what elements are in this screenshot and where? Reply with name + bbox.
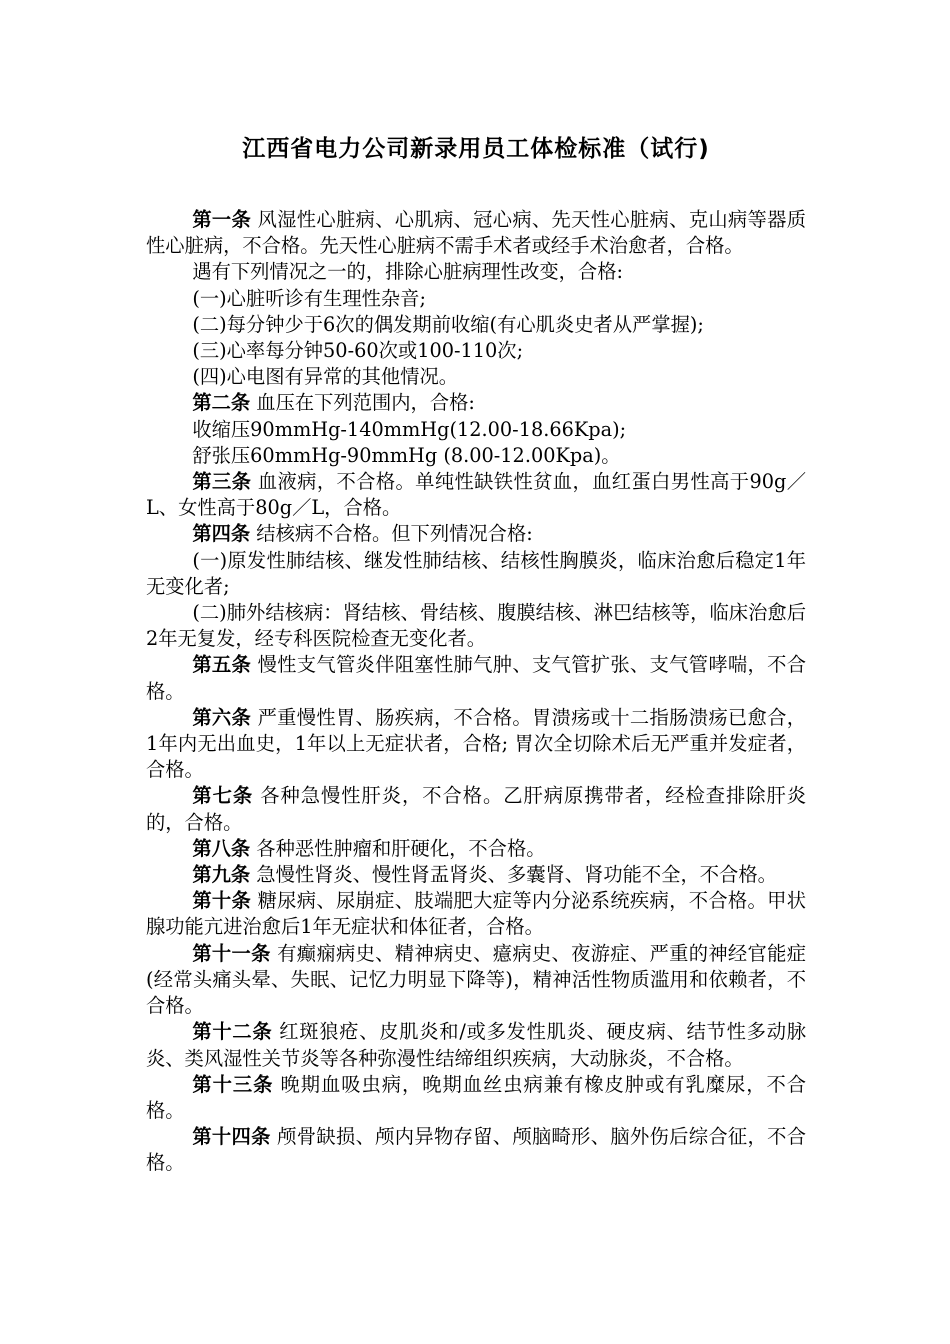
article-heading: 第十三条 — [192, 1072, 274, 1096]
document-page — [146, 130, 806, 1177]
list-item-text: (三)心率每分钟50-60次或100-110次; — [192, 339, 524, 363]
article-10 — [146, 888, 806, 940]
list-item — [146, 548, 806, 600]
list-item-text: (一)原发性肺结核、继发性肺结核、结核性胸膜炎，临床治愈后稳定1年无变化者; — [146, 548, 806, 598]
article-heading: 第七条 — [192, 784, 254, 808]
article-9 — [146, 862, 806, 888]
article-heading: 第三条 — [192, 470, 252, 494]
article-heading: 第二条 — [192, 391, 251, 415]
article-4 — [146, 521, 806, 547]
article-text: 颅骨缺损、颅内异物存留、颅脑畸形、脑外伤后综合征，不合格。 — [146, 1125, 807, 1175]
list-item — [146, 600, 806, 652]
article-text: 糖尿病、尿崩症、肢端肥大症等内分泌系统疾病，不合格。甲状腺功能亢进治愈后1年无症状和体征者，合格。 — [146, 889, 806, 939]
article-2 — [146, 390, 806, 416]
article-text: 血压在下列范围内，合格: — [256, 391, 475, 415]
article-text: 各种急慢性肝炎，不合格。乙肝病原携带者，经检查排除肝炎的，合格。 — [146, 784, 807, 834]
article-text: 有癫痫病史、精神病史、癔病史、夜游症、严重的神经官能症(经常头痛头晕、失眠、记忆力明显下降等)，精神活性物质滥用和依赖者，不合格。 — [146, 941, 807, 1018]
article-6 — [146, 705, 806, 784]
paragraph-text: 遇有下列情况之一的，排除心脏病理性改变，合格: — [192, 260, 623, 284]
article-14 — [146, 1124, 806, 1176]
document-body — [146, 207, 806, 1177]
article-text: 晚期血吸虫病，晚期血丝虫病兼有橡皮肿或有乳糜尿，不合格。 — [146, 1072, 807, 1122]
article-text: 各种恶性肿瘤和肝硬化，不合格。 — [256, 836, 546, 860]
paragraph-text: 舒张压60mmHg-90mmHg (8.00-12.00Kpa)。 — [192, 443, 621, 467]
article-text: 急慢性肾炎、慢性肾盂肾炎、多囊肾、肾功能不全，不合格。 — [256, 863, 777, 887]
article-11 — [146, 941, 806, 1020]
article-heading: 第六条 — [192, 705, 252, 729]
article-text: 结核病不合格。但下列情况合格: — [256, 522, 533, 546]
article-7 — [146, 783, 806, 835]
paragraph-text: 收缩压90mmHg-140mmHg(12.00-18.66Kpa); — [192, 417, 627, 441]
list-item — [146, 312, 806, 338]
document-title: 江西省电力公司新录用员工体检标准（试行) — [242, 136, 710, 162]
list-item — [146, 338, 806, 364]
article-13 — [146, 1072, 806, 1124]
article-heading: 第一条 — [192, 208, 252, 231]
list-item — [146, 286, 806, 312]
article-heading: 第五条 — [192, 653, 252, 677]
article-heading: 第十一条 — [192, 941, 271, 965]
article-heading: 第四条 — [192, 522, 251, 546]
article-text: 风湿性心脏病、心肌病、冠心病、先天性心脏病、克山病等器质性心脏病，不合格。先天性心脏病不需手术者或经手术治愈者，合格。 — [146, 208, 806, 258]
article-heading: 第十二条 — [192, 1020, 273, 1044]
article-text: 严重慢性胃、肠疾病，不合格。胃溃疡或十二指肠溃疡已愈合，1年内无出血史，1年以上无症状者，合格; 胃次全切除术后无严重并发症者，合格。 — [146, 705, 806, 782]
paragraph — [146, 417, 806, 443]
article-text: 红斑狼疮、皮肌炎和/或多发性肌炎、硬皮病、结节性多动脉炎、类风湿性关节炎等各种弥漫性结缔组织疾病，大动脉炎，不合格。 — [146, 1020, 806, 1070]
list-item-text: (二)肺外结核病：肾结核、骨结核、腹膜结核、淋巴结核等，临床治愈后2年无复发，经专科医院检查无变化者。 — [146, 601, 806, 651]
article-heading: 第九条 — [192, 863, 251, 887]
list-item-text: (四)心电图有异常的其他情况。 — [192, 365, 459, 389]
list-item-text: (一)心脏听诊有生理性杂音; — [192, 286, 426, 310]
list-item-text: (二)每分钟少于6次的偶发期前收缩(有心肌炎史者从严掌握); — [192, 312, 704, 336]
article-8 — [146, 836, 806, 862]
article-heading: 第八条 — [192, 836, 251, 860]
article-text: 慢性支气管炎伴阻塞性肺气肿、支气管扩张、支气管哮喘，不合格。 — [146, 653, 806, 703]
article-12 — [146, 1019, 806, 1071]
article-1 — [146, 207, 806, 259]
article-text: 血液病，不合格。单纯性缺铁性贫血，血红蛋白男性高于90g／L、女性高于80g／L，合格。 — [146, 470, 806, 520]
article-heading: 第十条 — [192, 889, 252, 913]
article-heading: 第十四条 — [192, 1125, 271, 1149]
article-5 — [146, 652, 806, 704]
paragraph — [146, 259, 806, 285]
list-item — [146, 364, 806, 390]
article-3 — [146, 469, 806, 521]
paragraph — [146, 443, 806, 469]
